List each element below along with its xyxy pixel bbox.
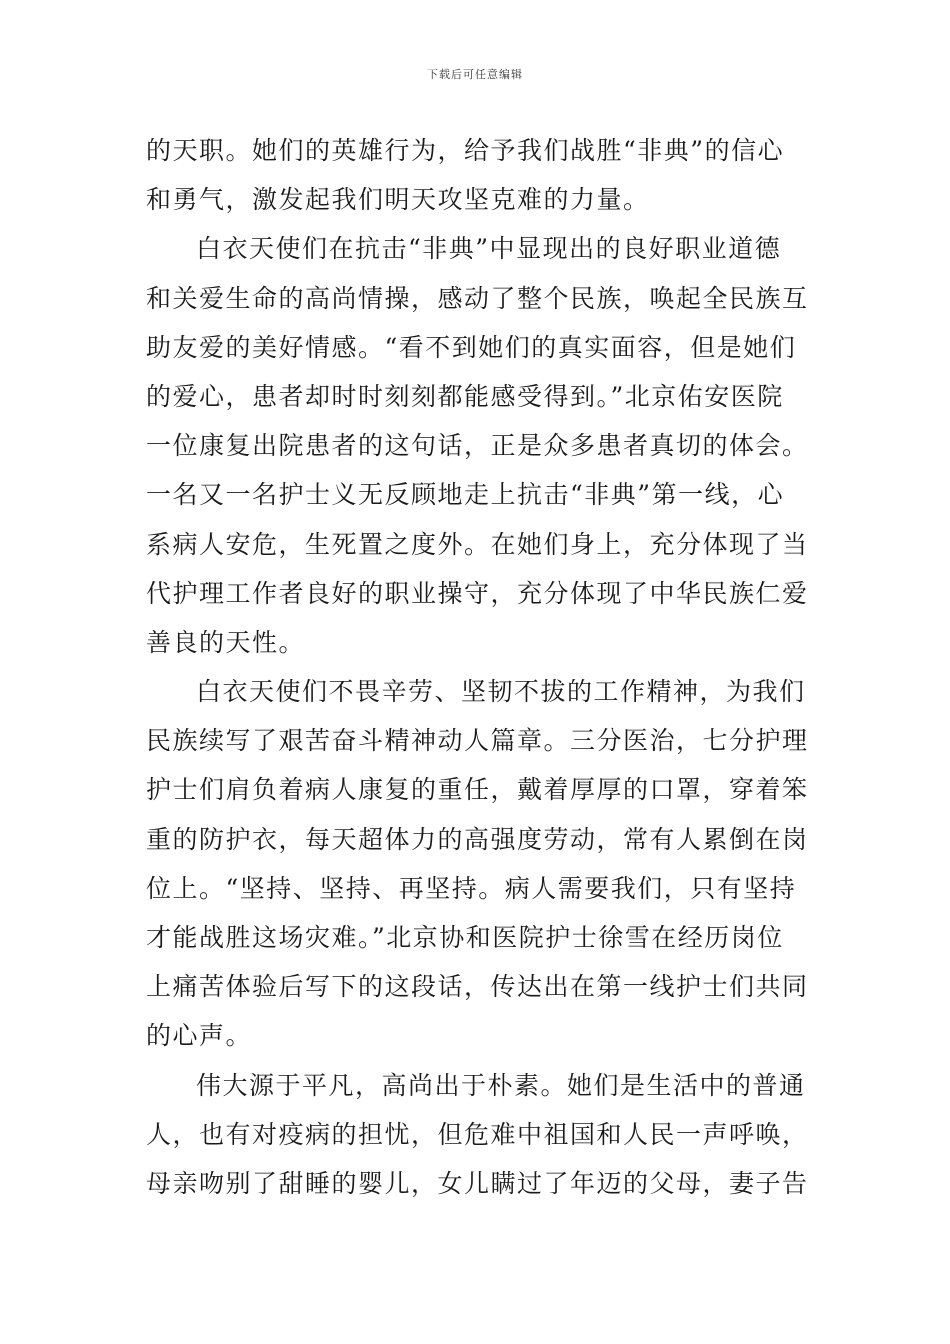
text-line: 白衣天使们在抗击“非典”中显现出的良好职业道德 (196, 234, 782, 264)
body-text (146, 126, 809, 1208)
text-line: 系病人安危，生死置之度外。在她们身上，充分体现了当 (146, 529, 809, 559)
page-header: 下载后可任意编辑 (427, 68, 523, 81)
text-line: 的天职。她们的英雄行为，给予我们战胜“非典”的信心 (146, 136, 785, 165)
text-line: 一名又一名护士义无反顾地走上抗击“非典”第一线，心 (146, 480, 785, 510)
text-line: 一位康复出院患者的这句话，正是众多患者真切的体会。 (146, 431, 809, 461)
text-line: 上痛苦体验后写下的这段话，传达出在第一线护士们共同 (146, 972, 809, 1002)
text-line: 代护理工作者良好的职业操守，充分体现了中华民族仁爱 (146, 578, 809, 608)
text-line: 和勇气，激发起我们明天攻坚克难的力量。 (146, 185, 650, 215)
text-line: 的心声。 (146, 1021, 253, 1051)
text-line: 人，也有对疫病的担忧，但危难中祖国和人民一声呼唤， (146, 1119, 809, 1149)
text-line: 母亲吻别了甜睡的婴儿，女儿瞒过了年迈的父母，妻子告 (146, 1168, 809, 1198)
text-line: 重的防护衣，每天超体力的高强度劳动，常有人累倒在岗 (146, 824, 809, 854)
text-line: 善良的天性。 (146, 627, 306, 657)
text-line: 才能战胜这场灾难。”北京协和医院护士徐雪在经历岗位 (146, 923, 784, 952)
text-line: 护士们肩负着病人康复的重任，戴着厚厚的口罩，穿着笨 (146, 775, 809, 805)
text-line: 伟大源于平凡，高尚出于朴素。她们是生活中的普通 (196, 1070, 806, 1100)
text-line: 的爱心，患者却时时刻刻都能感受得到。”北京佑安医院 (146, 381, 784, 411)
text-line: 助友爱的美好情感。“看不到她们的真实面容，但是她们 (146, 332, 797, 362)
text-line: 位上。“坚持、坚持、再坚持。病人需要我们，只有坚持 (146, 873, 797, 903)
text-line: 白衣天使们不畏辛劳、坚韧不拔的工作精神，为我们 (196, 677, 806, 707)
text-line: 民族续写了艰苦奋斗精神动人篇章。三分医治，七分护理 (146, 726, 809, 756)
text-line: 和关爱生命的高尚情操，感动了整个民族，唤起全民族互 (146, 283, 809, 313)
